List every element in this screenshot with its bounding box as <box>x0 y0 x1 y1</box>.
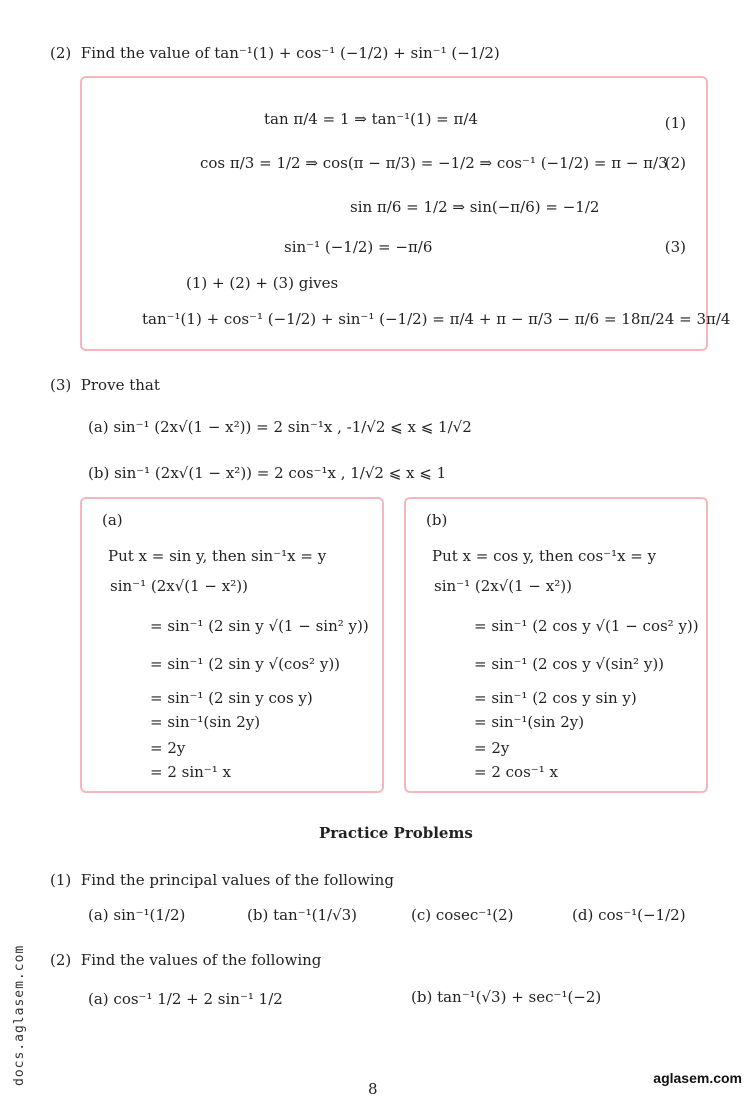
q3-box-b <box>404 497 708 793</box>
box-b-line: = sin⁻¹ (2 cos y √(sin² y)) <box>474 655 665 673</box>
box-a-line: = sin⁻¹(sin 2y) <box>150 713 261 731</box>
box-a-line: = sin⁻¹ (2 sin y cos y) <box>150 689 313 707</box>
q2-heading: (2) Find the value of tan⁻¹(1) + cos⁻¹ (−1/2) + sin⁻¹ (−1/2) <box>50 44 500 62</box>
box-b-line: sin⁻¹ (2x√(1 − x²)) <box>434 577 572 595</box>
box-a-line: = sin⁻¹ (2 sin y √(1 − sin² y)) <box>150 617 369 635</box>
q3-heading: (3) Prove that <box>50 376 160 394</box>
box-a-line: = 2 sin⁻¹ x <box>150 763 231 781</box>
q2-final: tan⁻¹(1) + cos⁻¹ (−1/2) + sin⁻¹ (−1/2) = π/4 + π − π/3 − π/6 = 18π/24 = 3π/4 <box>142 310 731 328</box>
practice-1-heading: (1) Find the principal values of the following <box>50 871 394 889</box>
q2-line4: sin⁻¹ (−1/2) = −π/6 <box>284 238 433 256</box>
eq-number-1: (1) <box>664 114 686 132</box>
practice-title: Practice Problems <box>319 824 473 842</box>
q2-line3: sin π/6 = 1/2 ⇒ sin(−π/6) = −1/2 <box>350 198 600 216</box>
q3-box-a <box>80 497 384 793</box>
q2-line1: tan π/4 = 1 ⇒ tan⁻¹(1) = π/4 <box>264 110 478 128</box>
practice-2-item: (a) cos⁻¹ 1/2 + 2 sin⁻¹ 1/2 <box>88 990 283 1008</box>
corner-watermark: aglasem.com <box>653 1070 742 1086</box>
box-b-label: (b) <box>426 511 448 529</box>
box-b-line: = sin⁻¹(sin 2y) <box>474 713 585 731</box>
q2-line2: cos π/3 = 1/2 ⇒ cos(π − π/3) = −1/2 ⇒ cos⁻¹ (−1/2) = π − π/3 <box>200 154 668 172</box>
practice-1-item: (a) sin⁻¹(1/2) <box>88 906 186 924</box>
box-b-line: = 2 cos⁻¹ x <box>474 763 558 781</box>
page-number: 8 <box>368 1080 378 1098</box>
practice-2-item: (b) tan⁻¹(√3) + sec⁻¹(−2) <box>411 988 602 1006</box>
q2-solution-box <box>80 76 731 351</box>
q2-gives: (1) + (2) + (3) gives <box>186 274 339 292</box>
practice-2-heading: (2) Find the values of the following <box>50 951 322 969</box>
eq-number-3: (3) <box>664 238 686 256</box>
box-a-line: sin⁻¹ (2x√(1 − x²)) <box>110 577 248 595</box>
q2-expression: tan⁻¹(1) + cos⁻¹ (−1/2) + sin⁻¹ (−1/2) <box>214 44 500 62</box>
q3-part-a: (a) sin⁻¹ (2x√(1 − x²)) = 2 sin⁻¹x , -1/√2 ⩽ x ⩽ 1/√2 <box>88 418 472 436</box>
practice-1-item: (b) tan⁻¹(1/√3) <box>247 906 358 924</box>
eq-number-2: (2) <box>664 154 686 172</box>
q3-part-b: (b) sin⁻¹ (2x√(1 − x²)) = 2 cos⁻¹x , 1/√2 ⩽ x ⩽ 1 <box>88 464 447 482</box>
box-b-line: Put x = cos y, then cos⁻¹x = y <box>432 547 657 565</box>
box-b-line: = sin⁻¹ (2 cos y sin y) <box>474 689 637 707</box>
box-b-line: = sin⁻¹ (2 cos y √(1 − cos² y)) <box>474 617 699 635</box>
box-a-label: (a) <box>102 511 123 529</box>
practice-1-item: (c) cosec⁻¹(2) <box>411 906 514 924</box>
side-watermark: docs.aglasem.com <box>12 944 27 1086</box>
box-a-line: = 2y <box>150 739 186 757</box>
box-b-line: = 2y <box>474 739 510 757</box>
box-a-line: = sin⁻¹ (2 sin y √(cos² y)) <box>150 655 341 673</box>
practice-1-item: (d) cos⁻¹(−1/2) <box>572 906 686 924</box>
box-a-line: Put x = sin y, then sin⁻¹x = y <box>108 547 327 565</box>
